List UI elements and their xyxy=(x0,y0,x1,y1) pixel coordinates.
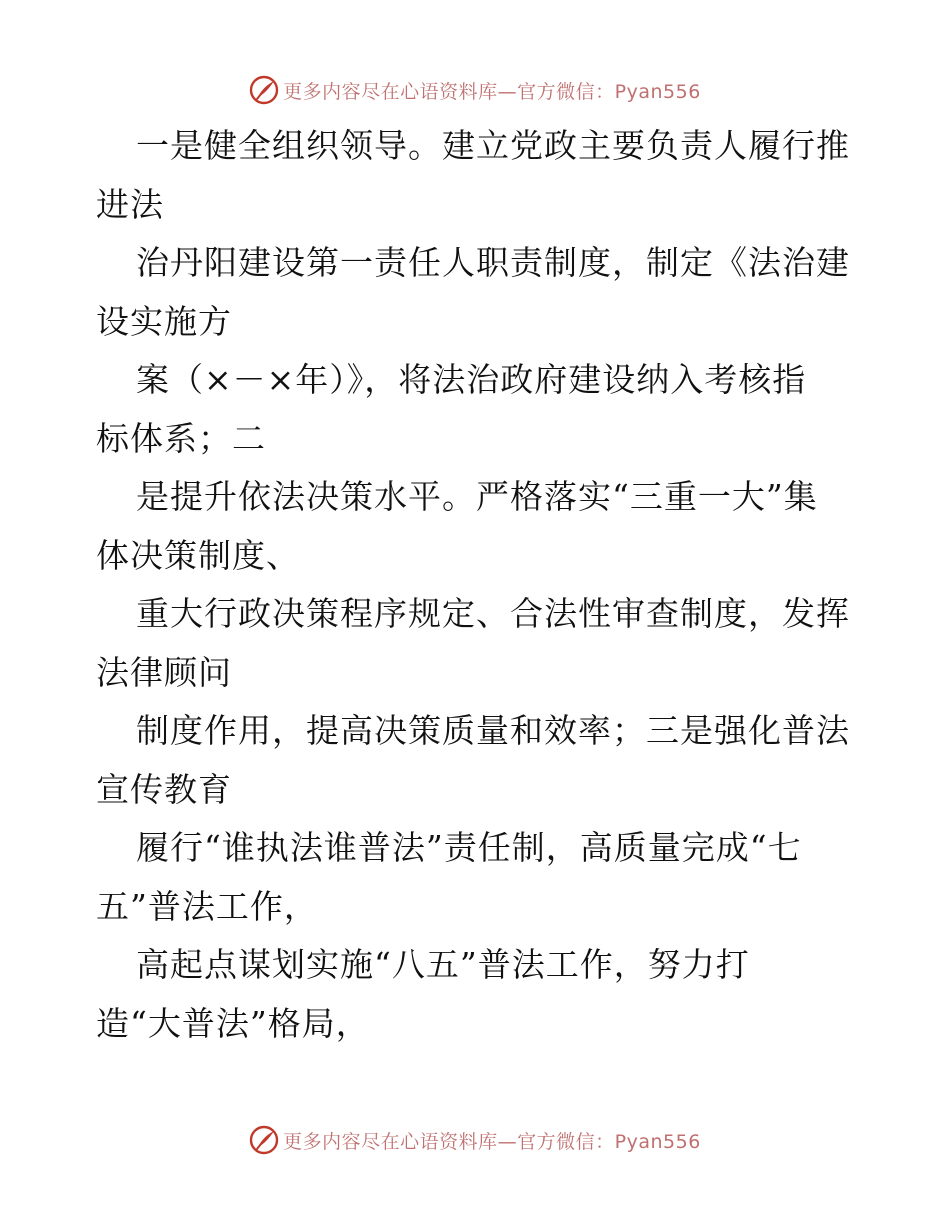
paragraph-line: 造“大普法”格局， xyxy=(96,1003,370,1043)
paragraph-line: 五”普法工作， xyxy=(96,886,318,926)
footer-banner xyxy=(0,1118,950,1162)
paragraph-line: 高起点谋划实施“八五”普法工作，努力打 xyxy=(136,945,750,984)
paragraph-line: 体决策制度、 xyxy=(96,535,300,575)
paragraph-line: 法律顾问 xyxy=(96,652,232,692)
quill-pen-logo-icon xyxy=(249,75,279,105)
paragraph-line: 治丹阳建设第一责任人职责制度，制定《法治建 xyxy=(136,243,850,282)
paragraph-line: 重大行政决策程序规定、合法性审查制度，发挥 xyxy=(136,594,850,633)
paragraph-line: 设实施方 xyxy=(96,301,232,341)
paragraph-line: 进法 xyxy=(96,184,164,224)
header-banner xyxy=(0,68,950,112)
paragraph-line: 标体系；二 xyxy=(96,418,266,458)
header-banner-text: 更多内容尽在心语资料库—官方微信：Pyan556 xyxy=(283,80,701,103)
paragraph-line: 宣传教育 xyxy=(96,769,232,809)
paragraph-line: 是提升依法决策水平。严格落实“三重一大”集 xyxy=(136,477,818,516)
footer-banner-text: 更多内容尽在心语资料库—官方微信：Pyan556 xyxy=(283,1130,701,1153)
paragraph-line: 一是健全组织领导。建立党政主要负责人履行推 xyxy=(136,126,850,165)
paragraph-line: 履行“谁执法谁普法”责任制，高质量完成“七 xyxy=(136,828,802,867)
paragraph-line: 案（×－×年）》，将法治政府建设纳入考核指 xyxy=(136,360,807,399)
document-body xyxy=(96,117,856,1053)
paragraph-line: 制度作用，提高决策质量和效率；三是强化普法 xyxy=(136,711,850,750)
quill-pen-logo-icon xyxy=(249,1125,279,1155)
